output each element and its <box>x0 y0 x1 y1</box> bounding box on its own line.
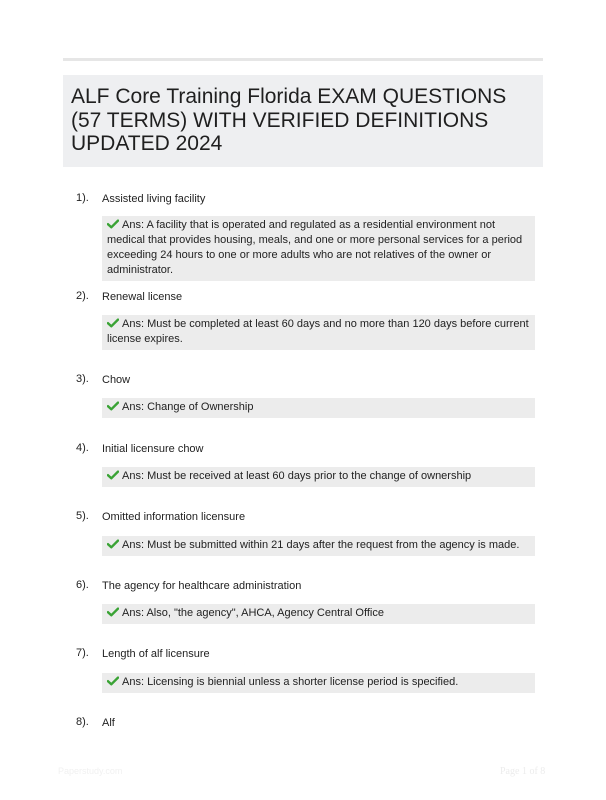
answer-box <box>102 604 535 624</box>
item-number: 3). <box>76 373 89 385</box>
answer-text: Ans: Also, "the agency", AHCA, Agency Central Office <box>122 607 384 619</box>
answer-box <box>102 536 535 556</box>
question-text: Chow <box>102 374 131 386</box>
checkmark-icon <box>107 318 119 328</box>
page-title: ALF Core Training Florida EXAM QUESTIONS (57 TERMS) WITH VERIFIED DEFINITIONS UPDATED 2024 <box>71 85 507 155</box>
answer-box <box>102 398 535 418</box>
answer-box <box>102 467 535 487</box>
top-divider <box>63 58 543 61</box>
item-number: 8). <box>76 716 89 728</box>
checkmark-icon <box>107 539 119 549</box>
question-text: Omitted information licensure <box>102 511 246 523</box>
footer-page-number: Page 1 of 8 <box>500 766 546 777</box>
question-text: The agency for healthcare administration <box>102 580 302 592</box>
answer-text: Ans: Must be received at least 60 days prior to the change of ownership <box>122 470 472 482</box>
checkmark-icon <box>107 676 119 686</box>
item-number: 4). <box>76 442 89 454</box>
item-number: 7). <box>76 647 89 659</box>
answer-text: Ans: Must be completed at least 60 days and no more than 120 days before current license expires. <box>107 318 529 345</box>
question-text: Assisted living facility <box>102 193 206 205</box>
question-text: Alf <box>102 717 115 729</box>
item-number: 1). <box>76 192 89 204</box>
checkmark-icon <box>107 401 119 411</box>
footer-site: Paperstudy.com <box>58 766 123 776</box>
checkmark-icon <box>107 470 119 480</box>
checkmark-icon <box>107 219 119 229</box>
answer-text: Ans: Must be submitted within 21 days after the request from the agency is made. <box>122 539 520 551</box>
question-text: Length of alf licensure <box>102 648 210 660</box>
item-number: 2). <box>76 290 89 302</box>
question-text: Renewal license <box>102 291 183 303</box>
answer-box <box>102 315 535 350</box>
question-text: Initial licensure chow <box>102 443 204 455</box>
item-number: 5). <box>76 510 89 522</box>
answer-text: Ans: Change of Ownership <box>122 401 254 413</box>
title-box <box>63 75 543 167</box>
item-number: 6). <box>76 579 89 591</box>
checkmark-icon <box>107 607 119 617</box>
answer-text: Ans: Licensing is biennial unless a shorter license period is specified. <box>122 676 459 688</box>
answer-box <box>102 216 535 281</box>
answer-text: Ans: A facility that is operated and regulated as a residential environment not medical that provides housing, meals, and one or more personal services for a period exceeding 24 hours to one or more adults who are not relatives of the owner or administrator. <box>107 219 523 276</box>
answer-box <box>102 673 535 693</box>
